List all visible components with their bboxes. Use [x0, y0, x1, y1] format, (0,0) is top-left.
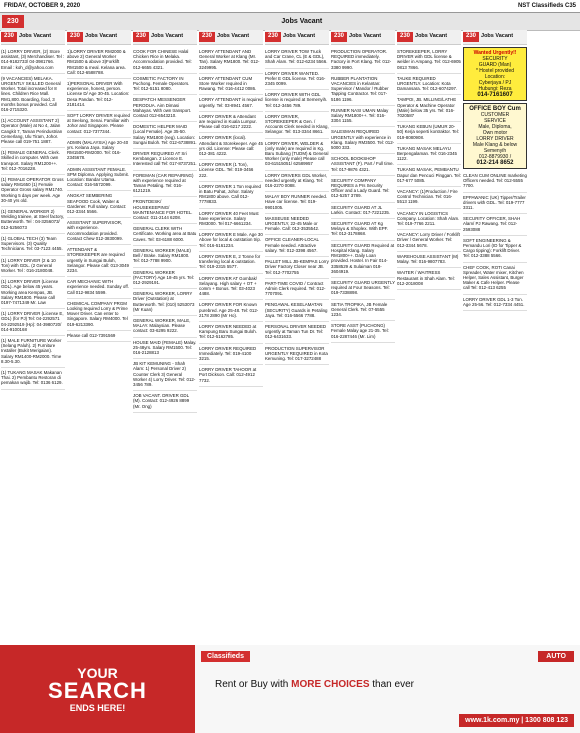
- column-title: Jobs Vacant: [151, 33, 184, 40]
- classified-ad: LORRY DRIVER TOW Truck and Car Crane, CL (E & GDL), Shah Alam. Tel: 012-6234 5566.: [265, 47, 329, 69]
- classified-ad: (1) GENERAL WORKER 2) Welding trainee, at Steel factory, Butterworth. Tel : 04-3256073/ 012-5256073: [1, 207, 65, 234]
- classified-ad: GENERAL WORKER (MALE) Bell / Brake. Salary RM1800. Tel: 012-7788 9900.: [133, 246, 197, 268]
- classified-ad: LORRY DRIVER TAHOOR at Port Dickson. Call: 012-4912 7732.: [199, 365, 263, 387]
- classified-ad: SECURITY GUARD AT JL Larkin. Contact: 017-7221235.: [331, 203, 395, 219]
- website-link[interactable]: www.1k.com.my | 1300 808 123: [459, 714, 574, 727]
- classified-ad: SETIA TROPIKA, JB Female General Clerk. Tel: 07-5555 1234.: [331, 300, 395, 322]
- panel-line: Hubungi: Reza: [478, 86, 512, 92]
- classified-ad: PERSONAL DRIVER NEEDED urgently at Taman Tun Dr. Tel: 012-6431633.: [265, 322, 329, 344]
- classified-ad: OFFICE CLEANER-LOCAL Female needed. Attractive salary. Tel: 012-3398 4567.: [265, 235, 329, 257]
- column-header: [199, 30, 263, 45]
- panel-line: 012-214 8652: [476, 160, 514, 166]
- classified-ad: LORRY ATTENDANT CUM Store Worker required in Rawang. Tel: 016-4412 0086.: [199, 74, 263, 96]
- column-3: [133, 30, 197, 642]
- classified-ad: COSMETIC FACTORY IN Puchong. Female Operators. Tel: 012-5151 8080.: [133, 74, 197, 96]
- classified-ad: LORRY ATTENDANT AND General Worker at Klang (Mr. Tan). Salary RM1800. Tel: 012-3249995.: [199, 47, 263, 74]
- security-wanted-panel: [463, 47, 527, 101]
- classified-ad: ADMIN ASSISTANT FEMALE. SPM Diploma. Applying Submit. Location: Bandar Utama. Contact: 016-5572099.: [67, 165, 131, 192]
- classified-ad: SCHOOL BOOKSHOP ASSISTANT (F). Part / Full time. Tel: 017-9876 4321.: [331, 154, 395, 176]
- classified-ad: CAR MECHANIC WITH experience needed. Sunday off. Call 012-9834 5599.: [67, 277, 131, 299]
- classified-ad: JOB VACANT. DRIVER GDL (M). Contact: 012-4926 8899 (Mr. Ong): [133, 391, 197, 413]
- classified-ad: EPPAWANIC (UK) Tipper/Trailer drivers with GDL. Tel: 019-7777 3311.: [463, 193, 527, 215]
- classified-ad: SECURITY COMPANY REQUIRES a Prs Security Officer and a Lady Guard. Tel: 012-5257 3789.: [331, 176, 395, 203]
- classified-ad: LORRY DRIVER & Attendant are required in Kuala Lumpur. Please call 016-6217 2222.: [199, 112, 263, 134]
- search-line2: SEARCH: [48, 677, 147, 703]
- column-code: 230: [133, 32, 149, 41]
- classified-ad: PART-TIME COVID / Contract Admin Clerk required. Tel: 012-7707091.: [265, 279, 329, 301]
- classified-ad: JB KIT KEMUNING - Shah Alam: 1) Personal Driver 2) Counter Clerk 3) General Worker 4) Lorry Driver. Tel: 012-3456 789.: [133, 359, 197, 391]
- column-header: [331, 30, 395, 45]
- classified-ad: STORE ASST (PUCHONG) Female Malay age 21-35. Tel: 016-2287446 (Mr. Lim): [331, 321, 395, 343]
- classified-ad: ATTENDANT & STOREKEEPER are required urgently in Sungai Buloh, Selangor. Please call: 013-3049 2234.: [67, 245, 131, 277]
- classified-ad: VACANCY IN LOGISTICS Company. Location: Shah Alam. Tel: 019-7766 2211.: [397, 209, 461, 231]
- column-code: 230: [199, 32, 215, 41]
- classified-ad: (1) FEMALE GENERAL Clerk. Skilled in computer. With own transport. Salary RM1200++. Tel: 012-7016228.: [1, 148, 65, 175]
- classified-ad: SALESMAN REQUIRED URGENTLY with experience in Klang. Salary RM3500. Tel: 012-5000 333.: [331, 127, 395, 154]
- classified-ad: (1) FEMALE OPERATOR Gross salary RM1650 (1) Female Operator Gross salary RM1740. Working 5 days per week. Age 30-40 yrs old.: [1, 175, 65, 207]
- column-4: [199, 30, 263, 642]
- classified-ad: FOREMAN (CAR REPAIRING) with experience required at Taman Petaling. Tel: 016-6121219.: [133, 171, 197, 198]
- classified-ad: LORRY DRIVER, WELDER & (only male) are required in Kg. Baru Subang (TUDM) & General Worker (only male) Please call 03-61515051/ 62589957: [265, 139, 329, 171]
- classified-ad: LORRY DRIVERS GDL Worker, needed urgently at Klang. Tel: 016-2270 0088.: [265, 171, 329, 193]
- classified-ad: LORRY DRIVER NEEDED at Kampung Baru Sungai Buloh. Tel: 012-5162785.: [199, 322, 263, 344]
- classified-ad: Please call 012-7391569: [67, 331, 131, 342]
- column-header: [1, 30, 65, 45]
- classified-ad: TAUKE REQUIRED URGENTLY. Location: Kota Damansara. Tel: 012-6074297.: [397, 74, 461, 96]
- section-band: [0, 13, 580, 31]
- panel-line: Wanted Urgently!!: [473, 50, 517, 56]
- header-date: FRIDAY, OCTOBER 9, 2020: [4, 3, 81, 9]
- classifieds-tag: Classifieds: [201, 651, 250, 662]
- classified-ad: LORRY DRIVER FOR Known purebred. Age 25-48. Tel: 012-2178 2890 (Mr Ho).: [199, 300, 263, 322]
- classified-ad: PRODUCTION OPERATOR. REQUIRED immediately. Factory in Port Klang. Tel: 012-3380 9990.: [331, 47, 395, 74]
- column-8: [463, 30, 527, 642]
- classified-ad: SECURITY GUARD AT Kg Melayu & Shoplex. With EPF. Tel: 012-3178868.: [331, 219, 395, 241]
- classified-ad: WAITER / WAITRESS Restaurant in Shah Alam. Tel: 012-2018008: [397, 268, 461, 290]
- classified-ad: 1)LORRY DRIVER RM2000 & above 2) General Worker RM1500 & above 3)Forklift RM1500 & meal. Kelana area. Call: 012-6588788.: [67, 47, 131, 79]
- classified-ad: ANGKAT SEMBERING SEAFOOD Cook, Waiter & Gardener. Full salary. Contact: 012-3344 5566.: [67, 191, 131, 218]
- column-title: Jobs Vacant: [217, 33, 250, 40]
- classified-ad: SOFT ENGINEERING & Pemandu Lori (ID for Tipper & Cargo tipping): Forklift Driver. Tel: 012-3388 5566.: [463, 236, 527, 263]
- column-title: Jobs Vacant: [349, 33, 382, 40]
- panel-line: Male, Diploma,: [478, 124, 512, 130]
- column-code: 230: [397, 32, 413, 41]
- column-header: [67, 30, 131, 45]
- classified-ad: LORRY DRIVER WANTED. Prefer E GDL license. Tel: 016-2345 0099.: [265, 69, 329, 91]
- section-code: 230: [2, 15, 24, 28]
- office-boy-panel: [463, 103, 527, 169]
- panel-line: 012-8879930 /: [478, 154, 512, 160]
- column-6: [331, 30, 395, 642]
- classified-ad: TUKANG KEBUN (UMUR 20-50) Kerja seperti kontraktor. Tel: 019-8080908.: [397, 122, 461, 144]
- classified-ad: GENERAL WORKER (FACTORY) Age 18-45 yrs. Tel: 012-2929191.: [133, 268, 197, 290]
- column-header: [397, 30, 461, 45]
- classified-ad: DRIVER REQUIRED AT Sri Kembangan. 2 Licence E. Interested call Tel: 017-8737251.: [133, 149, 197, 171]
- column-code: 230: [265, 32, 281, 41]
- column-header: [133, 30, 197, 45]
- classified-ad: ADMIN (MALAYSIA) Age 20-40 yrs. Kelana Jaya. Salary RM1500-RM2000. Tel: 016-2345678.: [67, 138, 131, 165]
- classified-ad: LORRY DRIVER (1 Ton), License GDL. Tel: 019-3456 222.: [199, 160, 263, 182]
- classified-ad: RUNNER NASI UMAN Malay Salary RM1800++. Tel: 016-3304 1155.: [331, 106, 395, 128]
- panel-line: Own motor: [482, 130, 508, 136]
- classified-ad: WAREHOUSE ASSISTANT (M) Malay. Tel: 016-9807783.: [397, 252, 461, 268]
- classified-ad: ASSISTANT SUPERVISOR, with experience. Accommodation provided. Contact Chew 012-3830099.: [67, 218, 131, 245]
- panel-line: Male Klang & below: [472, 142, 518, 148]
- classified-ad: MALAY BOY RUNNER needed. Have car license. Tel: 019-9901005.: [265, 192, 329, 214]
- column-title: Jobs Vacant: [19, 33, 52, 40]
- classified-columns: [0, 30, 580, 642]
- classified-ad: SECURITY GUARD URGENTLY required at Four Seasons. Tel: 019-7338898.: [331, 278, 395, 300]
- panel-line: Location:: [484, 74, 506, 80]
- column-7: [397, 30, 461, 642]
- page-header: [0, 0, 580, 13]
- classified-ad: SOFT LORRY DRIVER required at Seelong, Senai. Familiar with Johor and Singapore. Please contact: 012-7377344.: [67, 111, 131, 138]
- classified-ad: COOK FOR CHINESE Halal Chicken Rice in Melaka. Accommodation provided. Tel: 012-6655 4321.: [133, 47, 197, 74]
- header-section: NST Classifieds C35: [517, 3, 576, 9]
- classified-ad: LORRY DRIVER AT Gombak/ Selayang. High salary + OT + comm + Bonus. Tel: 03-4023 4488.: [199, 274, 263, 301]
- column-header: [463, 30, 527, 45]
- classified-ad: (1) MALE FURNITURE Worker (Selang Paluh). 2) Furniture Installer (Bukit Merigaian). Salary RM1400-RM2000. Time 8.30-5.30.: [1, 336, 65, 368]
- classified-ad: HOUSE MAID (FEMALE) Malay. 25-48yrs. Salary RM1500. Tel: 016-2128813: [133, 338, 197, 360]
- column-2: [67, 30, 131, 642]
- classified-ad: GENERAL WORKER, LORRY Driver (Outstation) at Butterworth. Tel: (010) 5253073 (Mr Kuan): [133, 289, 197, 316]
- classified-ad: (1) LORRY DRIVER (License GDL). Age below 45 years. Working area Kempas, JB. Salary RM1800. Please call 0197-7471349 Mr. Law: [1, 277, 65, 309]
- search-ad[interactable]: [0, 645, 195, 733]
- classified-ad: SECURITY OFFICER, SHAH Alam/ PJ Rawang. Tel: 012-2593088: [463, 214, 527, 236]
- classified-ad: RUBBER PLANTATION VACANCIES in Kelantan: Supervisor / Mandor / Rubber Tapping Contractor. Tel: 017-5186 1196.: [331, 74, 395, 106]
- classified-ad: DESPATCH MESSENGER PERODUA. Aim Dimasi Mahayas. With own transport. Contact 012-6543210.: [133, 95, 197, 122]
- more-choices-text: [215, 679, 414, 690]
- column-code: 230: [67, 32, 83, 41]
- classified-ad: (1) LORRY DRIVER (2 & 10 Ton) with GDL. (2 General Worker. Tel : 016-2180048.: [1, 256, 65, 278]
- classified-ad: (1) TUKANG MASAK Makanan Thai. 2) Pembantu Restoran di pemakan wajib. Tel: 0136 6129.: [1, 368, 65, 390]
- column-title: Jobs Vacant: [481, 33, 514, 40]
- classified-ad: STOREKEEPER, LORRY DRIVER with GDL license & welder in Ampang. Tel: 012-6905 0813 7866.: [397, 47, 461, 74]
- classified-ad: LORRY DRIVER REQUIRED Immediately. Tel: 019-4100 3215.: [199, 344, 263, 366]
- classified-ad: LORRY DRIVER 40 Feet Must have experience. Salary RM3000. Tel 017-6661234.: [199, 209, 263, 231]
- search-line1: YOUR: [77, 664, 118, 681]
- classified-ad: TUKANG MASAK, PEMBANTU Dapur dan Pencuci Pinggan. Tel: 017-677 5085.: [397, 165, 461, 187]
- classified-ad: (1) ACCOUNT ASSISTANT 2) Operator (Male) at No 4, Jalan Cangkit 7, Taman Perindustrian Cemerlang, Ulu Tiram, Johor. Please call 019-751 1887.: [1, 116, 65, 148]
- panel-line: Semenyih: [483, 148, 507, 154]
- classified-ad: VACANCY: Lorry Driver / Forklift Driver / General Worker. Tel: 012-3344 5678.: [397, 230, 461, 252]
- panel-line: CUSTOMER: [480, 112, 510, 118]
- classified-ad: PALLET MILL JB-KEMPAS Lorry Driver Factory Closer near JB. Tel: 012-7702755: [265, 257, 329, 279]
- column-title: Jobs Vacant: [283, 33, 316, 40]
- classified-ad: LORRY DRIVER, STOREKEEPER & Gen. / Accounts Clerk needed in Klang, Selangor. Tel: 013-3344 8661.: [265, 112, 329, 139]
- classified-ad: GENERAL CLERK WITH Certificate. Working area at Batu Caves. Tel: 03-6188 6000.: [133, 224, 197, 246]
- classified-ad: LORRY DRIVER (local). Attendant & Storekeeper. Age 45 yrs old. License: Please call: 012-381 4222.: [199, 133, 263, 160]
- column-header: [265, 30, 329, 45]
- panel-line: SECURITY: [482, 56, 508, 62]
- auto-tag: AUTO: [538, 651, 574, 662]
- classified-ad: CHEF COOK, ROTI Canai Spreader, Water mixer, Kitchen Helper, Sales Assistant, Burger Maker & Cafe Helper. Please call Tel: 012-413 6255: [463, 263, 527, 295]
- classified-ad: GENERAL WORKER, MALE, MALAY. Malaysian. Please contact: 03-6295 9222.: [133, 316, 197, 338]
- column-code: 230: [463, 32, 479, 41]
- more-prefix: Rent or Buy with: [215, 679, 289, 690]
- classified-ad: TAMPOI, JB. MILLING/LATHE Operator & Machine Operator (Male) below 35 yrs. Tel: 016-7020587: [397, 95, 461, 122]
- column-5: [265, 30, 329, 642]
- more-suffix: than ever: [372, 679, 414, 690]
- classified-ad: LORRY DRIVER E Male. Age 30 Above for local & outstation trip. Tel: 016-5161234.: [199, 230, 263, 252]
- bottom-banner[interactable]: [0, 645, 580, 733]
- column-title: Jobs Vacant: [415, 33, 448, 40]
- panel-line: OFFICE BOY Cum: [469, 106, 521, 112]
- classified-ad: PENGAWAL KESELAMATAN (SECURITY) Guards in Petaling Jaya. Tel: 016-5566 7788.: [265, 300, 329, 322]
- panel-line: Cyberjaya / PJ: [478, 80, 512, 86]
- search-line3: ENDS HERE!: [69, 702, 126, 713]
- classified-ad: LORRY DRIVER 1 Ton required in Batu Pahat, Johor. Salary RM1800 above. Call 012-7778833.: [199, 182, 263, 209]
- column-title: Jobs Vacant: [85, 33, 118, 40]
- panel-line: SERVICE: [484, 118, 506, 124]
- auto-ad[interactable]: [195, 645, 580, 733]
- classified-ad: (9 VACANCIES) MELAKA. URGENTLY SKILLED General Worker. Total increased for 8 lines. Children Rice Mall. RM1,800. Boarding, food, 3 months bonus provided. Call 016-2715320.: [1, 74, 65, 116]
- classified-ad: TUKANG MASAK MELAYU Berpengalaman. Tel: 016-2345 1122.: [397, 144, 461, 166]
- panel-line: 014-7161607: [477, 92, 513, 98]
- classified-ad: LORRY DRIVER WITH GDL license is required at Semenyih. Tel: 012-3456 789.: [265, 90, 329, 112]
- panel-line: GUARD (Man): [478, 62, 512, 68]
- classified-ad: PRODUCTION SUPERVISOR URGENTLY REQUIRED in Kota Kemuning. Tel: 017-3272488: [265, 344, 329, 366]
- classified-ad: (1) GLOBAL TECH (3) Team Supervisors. (3) Quality Technicians. Tel: 03-7123 4455.: [1, 234, 65, 256]
- panel-line: * Hostel provided: [475, 68, 515, 74]
- column-code: 230: [1, 32, 17, 41]
- classified-ad: CHEMICAL COMPANY PRGM Looking required Lorry & Prime Mover Driver. Can enter to Singapore. Salary RM4000. Tel 019-6213390.: [67, 299, 131, 331]
- classified-ad: VACANCY: (1)Production / Fire Control Technician. Tel: 016-5513 1199.: [397, 187, 461, 209]
- classified-ad: LORRY ATTENDANT is required urgently. Tel: 03-8941 4567.: [199, 95, 263, 111]
- classified-ad: FRONTDESK/ HOUSEKEEPING/ MAINTENANCE FOR HOTEL. Contact: 011-2144 6208.: [133, 197, 197, 224]
- classified-ad: (1) LORRY DRIVER (License E, GDL) (for PJ) Tel: 04-2292571 04-2292519 (Hp): 04-3980720/ 014-9100168: [1, 309, 65, 336]
- classified-ad: MASSEUSE NEEDED URGENTLY, 22-45 Male or Female. Call: 012-3535542.: [265, 214, 329, 236]
- classified-ad: LORRY DRIVER GDL 1-3 Ton. Age 25-56. Tel: 012-7334 4451.: [463, 295, 527, 311]
- section-title: Jobs Vacant: [281, 18, 323, 25]
- column-code: 230: [331, 32, 347, 41]
- classified-ad: DOMESTIC HELPER MAID (Local Female). Age 35-50. Salary RM1800 (neg). Location: Sungai Buloh. Tel: 012-6738891.: [133, 122, 197, 149]
- classified-ad: SECURITY GUARD Required at Hospital Klang. Salary RM1800++. Daily Loan provided. Hostel. In Fair 014-3358529 & Sulaiman 018-3604919.: [331, 241, 395, 278]
- more-highlight: MORE CHOICES: [291, 679, 370, 690]
- column-1: [1, 30, 65, 642]
- classified-ad: LORRY DRIVER E, 2 Tonne for transfering local & outstation. Tel: 019-2315 5577.: [199, 252, 263, 274]
- classified-ad: CLEAN CUM ONLINE marketing Officers needed. Tel: 012-5555 7700.: [463, 171, 527, 193]
- panel-line: LORRY DRIVER: [476, 136, 514, 142]
- classified-ad: (1) LORRY DRIVER, (2) Store assistant, (3) Merchandiser. Tel : 014-9182733/ 04-3981766. Email : koh_d@yahoo.com: [1, 47, 65, 74]
- classified-ad: 1)PERSONAL DRIVER With experience, honest, person. License D/ Age 30-45. Location: Desa Pandan. Tel: 012-2181414.: [67, 79, 131, 111]
